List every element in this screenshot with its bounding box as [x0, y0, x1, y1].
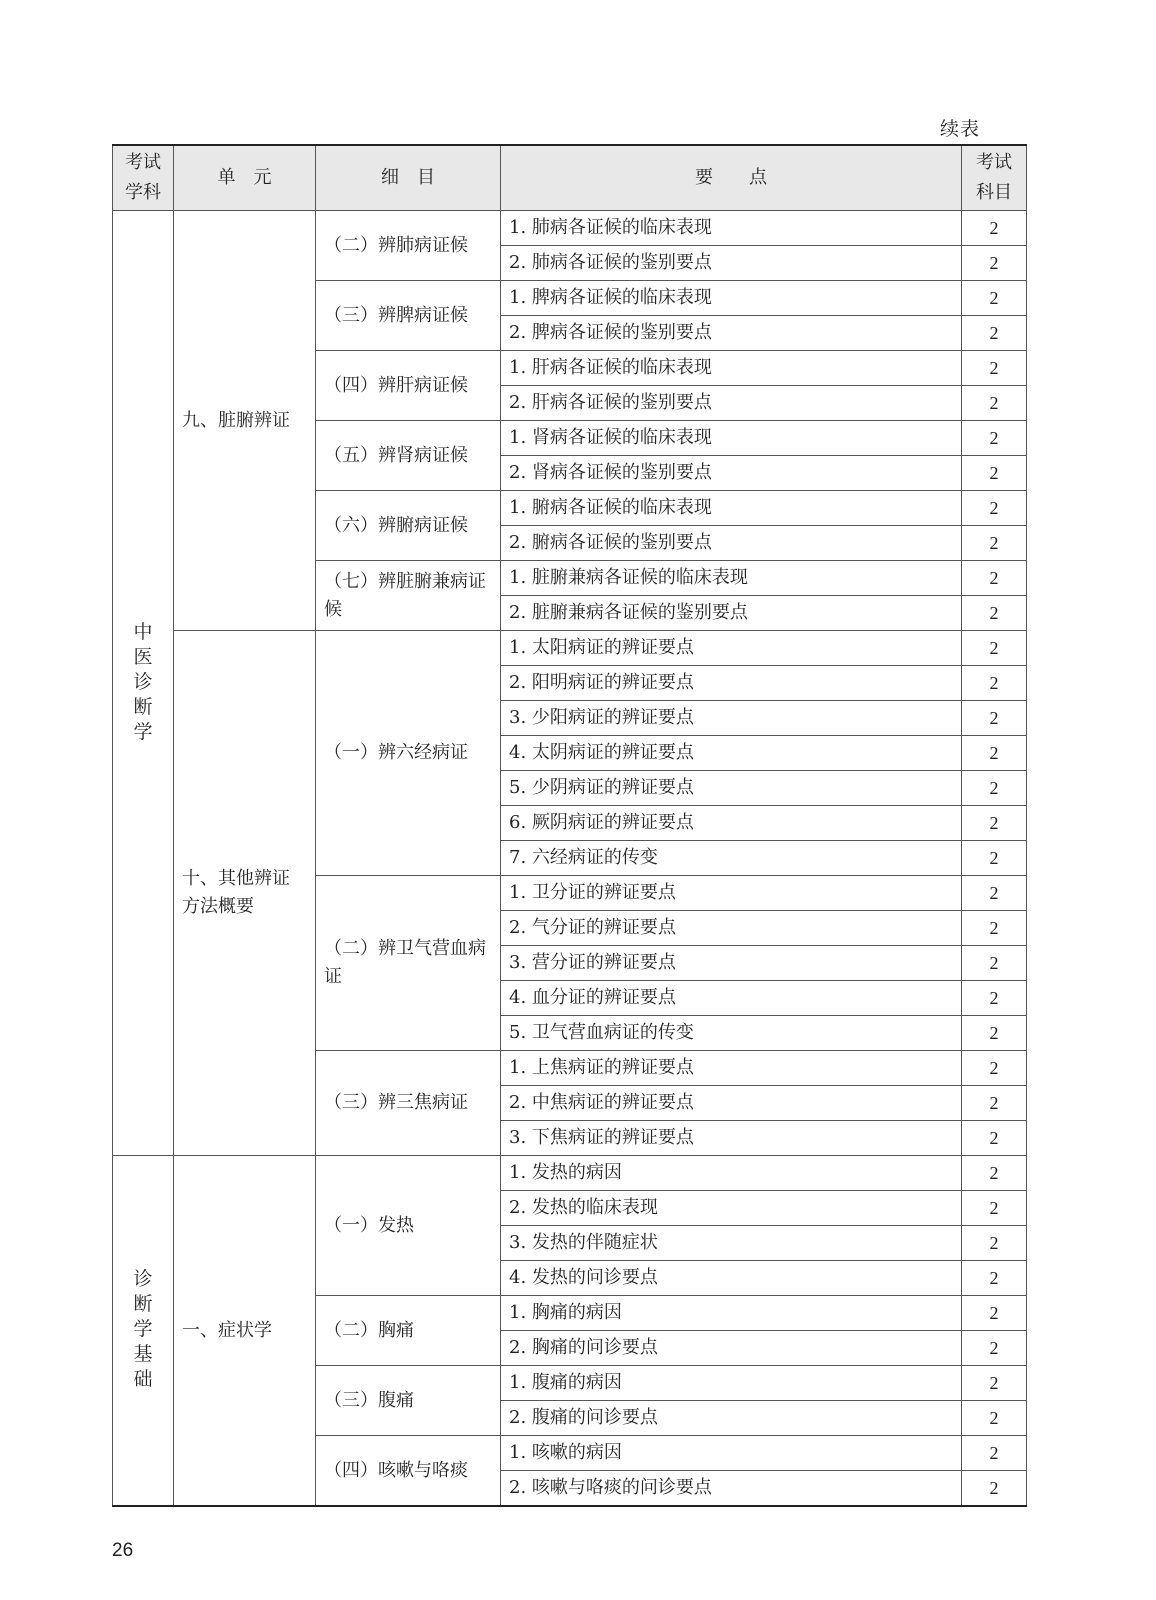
level-cell: 2: [962, 491, 1027, 526]
level-cell: 2: [962, 1121, 1027, 1156]
point-cell: 1. 发热的病因: [501, 1156, 962, 1191]
detail-cell: （五）辨肾病证候: [316, 421, 501, 491]
level-cell: 2: [962, 981, 1027, 1016]
table-row: [113, 631, 1027, 666]
level-cell: 2: [962, 631, 1027, 666]
point-cell: 3. 营分证的辨证要点: [501, 946, 962, 981]
level-cell: 2: [962, 1471, 1027, 1507]
point-cell: 2. 胸痛的问诊要点: [501, 1331, 962, 1366]
point-cell: 1. 上焦病证的辨证要点: [501, 1051, 962, 1086]
header-unit: 单 元: [174, 145, 316, 211]
level-cell: 2: [962, 1436, 1027, 1471]
point-cell: 2. 中焦病证的辨证要点: [501, 1086, 962, 1121]
header-detail: 细 目: [316, 145, 501, 211]
level-cell: 2: [962, 1226, 1027, 1261]
level-cell: 2: [962, 841, 1027, 876]
level-cell: 2: [962, 456, 1027, 491]
level-cell: 2: [962, 211, 1027, 246]
level-cell: 2: [962, 526, 1027, 561]
level-cell: 2: [962, 701, 1027, 736]
table-body: [113, 211, 1027, 1507]
level-cell: 2: [962, 666, 1027, 701]
level-cell: 2: [962, 1331, 1027, 1366]
level-cell: 2: [962, 561, 1027, 596]
point-cell: 1. 腹痛的病因: [501, 1366, 962, 1401]
point-cell: 1. 腑病各证候的临床表现: [501, 491, 962, 526]
point-cell: 2. 发热的临床表现: [501, 1191, 962, 1226]
point-cell: 2. 阳明病证的辨证要点: [501, 666, 962, 701]
subject-cell: [113, 211, 174, 1156]
header-point: 要 点: [501, 145, 962, 211]
header-subject: 考试 学科: [113, 145, 174, 211]
level-cell: 2: [962, 351, 1027, 386]
point-cell: 6. 厥阴病证的辨证要点: [501, 806, 962, 841]
point-cell: 2. 气分证的辨证要点: [501, 911, 962, 946]
point-cell: 3. 发热的伴随症状: [501, 1226, 962, 1261]
detail-cell: （六）辨腑病证候: [316, 491, 501, 561]
level-cell: 2: [962, 806, 1027, 841]
point-cell: 2. 脏腑兼病各证候的鉴别要点: [501, 596, 962, 631]
subject-label: 诊断学基础: [133, 1268, 153, 1390]
point-cell: 1. 胸痛的病因: [501, 1296, 962, 1331]
level-cell: 2: [962, 386, 1027, 421]
detail-cell: （一）发热: [316, 1156, 501, 1296]
point-cell: 7. 六经病证的传变: [501, 841, 962, 876]
point-cell: 3. 少阳病证的辨证要点: [501, 701, 962, 736]
point-cell: 4. 发热的问诊要点: [501, 1261, 962, 1296]
level-cell: 2: [962, 911, 1027, 946]
level-cell: 2: [962, 946, 1027, 981]
point-cell: 2. 咳嗽与咯痰的问诊要点: [501, 1471, 962, 1507]
table-header-row: [113, 145, 1027, 211]
level-cell: 2: [962, 1296, 1027, 1331]
unit-cell: 十、其他辨证方法概要: [174, 631, 316, 1156]
point-cell: 4. 血分证的辨证要点: [501, 981, 962, 1016]
page-number: 26: [112, 1540, 134, 1561]
level-cell: 2: [962, 771, 1027, 806]
point-cell: 1. 咳嗽的病因: [501, 1436, 962, 1471]
level-cell: 2: [962, 1191, 1027, 1226]
point-cell: 1. 肝病各证候的临床表现: [501, 351, 962, 386]
detail-cell: （二）辨卫气营血病证: [316, 876, 501, 1051]
level-cell: 2: [962, 1156, 1027, 1191]
subject-cell: [113, 1156, 174, 1507]
point-cell: 2. 肝病各证候的鉴别要点: [501, 386, 962, 421]
header-level: 考试 科目: [962, 145, 1027, 211]
level-cell: 2: [962, 1051, 1027, 1086]
point-cell: 1. 脾病各证候的临床表现: [501, 281, 962, 316]
detail-cell: （三）腹痛: [316, 1366, 501, 1436]
level-cell: 2: [962, 1401, 1027, 1436]
level-cell: 2: [962, 596, 1027, 631]
level-cell: 2: [962, 1366, 1027, 1401]
point-cell: 4. 太阴病证的辨证要点: [501, 736, 962, 771]
continued-label: 续表: [940, 118, 981, 140]
level-cell: 2: [962, 246, 1027, 281]
level-cell: 2: [962, 421, 1027, 456]
point-cell: 1. 卫分证的辨证要点: [501, 876, 962, 911]
table-row: [113, 211, 1027, 246]
level-cell: 2: [962, 736, 1027, 771]
point-cell: 2. 腹痛的问诊要点: [501, 1401, 962, 1436]
detail-cell: （三）辨脾病证候: [316, 281, 501, 351]
point-cell: 1. 脏腑兼病各证候的临床表现: [501, 561, 962, 596]
detail-cell: （七）辨脏腑兼病证候: [316, 561, 501, 631]
unit-cell: 一、症状学: [174, 1156, 316, 1507]
detail-cell: （二）辨肺病证候: [316, 211, 501, 281]
point-cell: 2. 肺病各证候的鉴别要点: [501, 246, 962, 281]
table-row: [113, 1156, 1027, 1191]
level-cell: 2: [962, 1016, 1027, 1051]
level-cell: 2: [962, 876, 1027, 911]
point-cell: 3. 下焦病证的辨证要点: [501, 1121, 962, 1156]
level-cell: 2: [962, 281, 1027, 316]
point-cell: 2. 脾病各证候的鉴别要点: [501, 316, 962, 351]
detail-cell: （三）辨三焦病证: [316, 1051, 501, 1156]
detail-cell: （二）胸痛: [316, 1296, 501, 1366]
detail-cell: （四）咳嗽与咯痰: [316, 1436, 501, 1507]
unit-cell: 九、脏腑辨证: [174, 211, 316, 631]
point-cell: 1. 肾病各证候的临床表现: [501, 421, 962, 456]
point-cell: 1. 肺病各证候的临床表现: [501, 211, 962, 246]
subject-label: 中医诊断学: [133, 620, 153, 743]
detail-cell: （四）辨肝病证候: [316, 351, 501, 421]
level-cell: 2: [962, 1086, 1027, 1121]
point-cell: 5. 少阴病证的辨证要点: [501, 771, 962, 806]
level-cell: 2: [962, 1261, 1027, 1296]
point-cell: 2. 肾病各证候的鉴别要点: [501, 456, 962, 491]
detail-cell: （一）辨六经病证: [316, 631, 501, 876]
point-cell: 5. 卫气营血病证的传变: [501, 1016, 962, 1051]
syllabus-table: [112, 144, 1027, 1507]
point-cell: 2. 腑病各证候的鉴别要点: [501, 526, 962, 561]
point-cell: 1. 太阳病证的辨证要点: [501, 631, 962, 666]
level-cell: 2: [962, 316, 1027, 351]
